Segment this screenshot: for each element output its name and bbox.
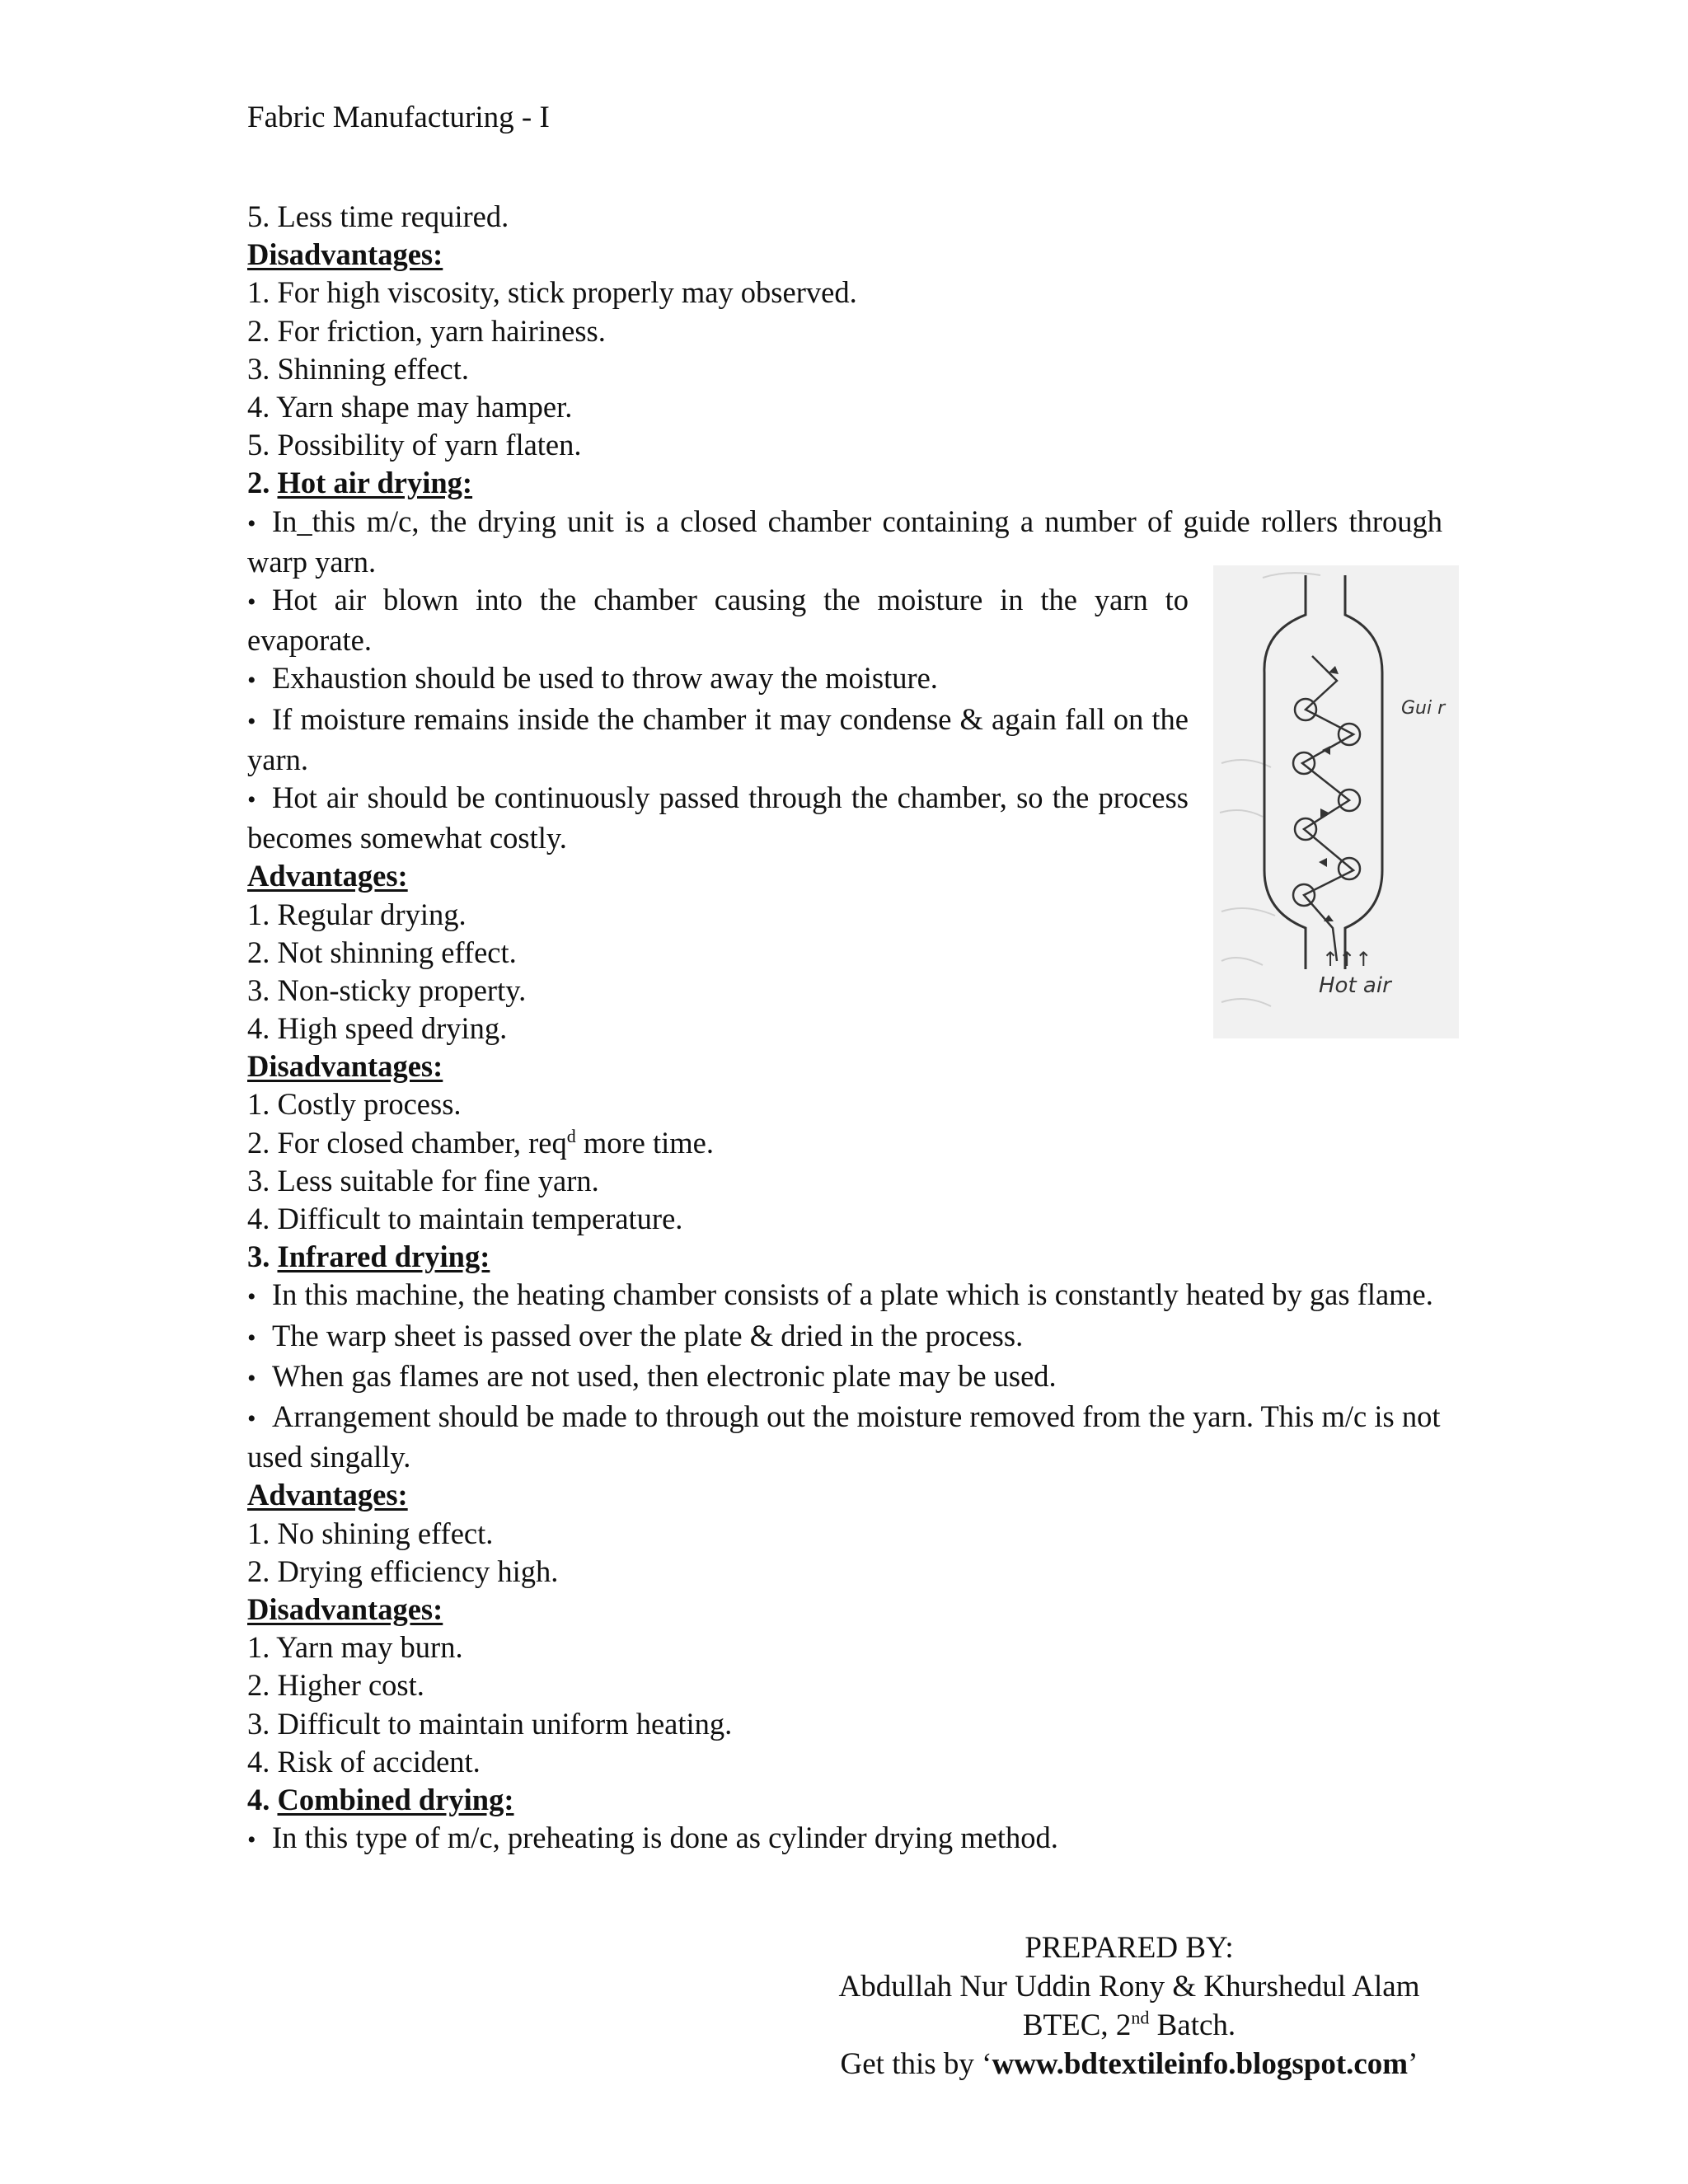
list-item: 4. Difficult to maintain temperature. (247, 1202, 683, 1236)
disadvantages-heading: Disadvantages: (247, 1591, 443, 1626)
list-item: 1. Costly process. (247, 1087, 462, 1122)
bullet-icon: • (247, 1283, 256, 1311)
list-item: 3. Difficult to maintain uniform heating. (247, 1706, 733, 1741)
bullet-item: • Hot air should be continuously passed through the chamber, so the process becomes somewhat costly. (247, 780, 1189, 855)
hot-air-chamber-diagram (1213, 565, 1459, 1038)
list-item: 5. Possibility of yarn flaten. (247, 428, 582, 462)
section-number: 4. (247, 1782, 270, 1816)
list-item: 2. Higher cost. (247, 1668, 424, 1703)
bullet-item: • Exhaustion should be used to throw away the moisture. (247, 659, 1189, 700)
bullet-icon: • (247, 588, 256, 616)
prepared-by-label: PREPARED BY: (1025, 1931, 1234, 1965)
bullet-icon: • (247, 707, 256, 735)
bullet-icon: • (247, 1324, 256, 1352)
chamber-sketch (1213, 565, 1459, 1038)
arrows-label: ↑↑↑ (1322, 948, 1372, 971)
section-heading: Combined drying: (277, 1782, 514, 1816)
list-item: 1. Regular drying. (247, 897, 467, 931)
guide-label: Gui r (1401, 698, 1446, 719)
list-item: 4. Yarn shape may hamper. (247, 389, 573, 424)
bullet-item: • Arrangement should be made to through out the moisture removed from the yarn. This m/c is not used singally. (247, 1399, 1441, 1474)
list-item: 5. Less time required. (247, 199, 509, 233)
section-title-infrared (247, 1238, 1442, 1276)
source-line: Get this by ‘www.bdtextileinfo.blogspot.com’ (840, 2047, 1418, 2081)
section-heading: Infrared drying: (277, 1240, 490, 1274)
bullet-icon: • (247, 1405, 256, 1432)
hot-air-label: Hot air (1319, 973, 1391, 998)
list-item: 3. Non-sticky property. (247, 972, 527, 1007)
section-number: 2. (247, 466, 270, 500)
list-item: 2. For friction, yarn hairiness. (247, 313, 606, 348)
bullet-icon: • (247, 1826, 256, 1854)
bullet-item: • When gas flames are not used, then electronic plate may be used. (247, 1357, 1442, 1398)
disadvantages-heading: Disadvantages: (247, 1049, 443, 1084)
bullet-item: • The warp sheet is passed over the plate & dried in the process. (247, 1317, 1442, 1357)
list-item: 1. For high viscosity, stick properly may observed. (247, 275, 857, 310)
list-item: 2. For closed chamber, req$^d$ more time. (247, 1125, 714, 1160)
section-title-hot-air (247, 464, 1442, 502)
section-number: 3. (247, 1240, 270, 1274)
list-item: 4. Risk of accident. (247, 1744, 481, 1779)
authors: Abdullah Nur Uddin Rony & Khurshedul Alam (838, 1970, 1420, 2004)
advantages-heading: Advantages: (247, 859, 408, 893)
bullet-icon: • (247, 509, 256, 537)
bullet-item: • In_this m/c, the drying unit is a closed chamber containing a number of guide rollers through warp yarn. (247, 504, 1442, 579)
bullet-item: • In this machine, the heating chamber consists of a plate which is constantly heated by gas flame. (247, 1276, 1442, 1316)
page-header: Fabric Manufacturing - I (247, 101, 550, 134)
prepared-by-footer (791, 1929, 1467, 2083)
bullet-item: • In this type of m/c, preheating is done as cylinder drying method. (247, 1819, 1442, 1859)
list-item: 3. Less suitable for fine yarn. (247, 1163, 599, 1197)
disadvantages-heading: Disadvantages: (247, 237, 443, 272)
bullet-icon: • (247, 667, 256, 695)
list-item: 1. Yarn may burn. (247, 1630, 463, 1665)
batch-line: BTEC, 2nd Batch. (1022, 2007, 1236, 2042)
list-item: 2. Not shinning effect. (247, 935, 517, 969)
section-title-combined (247, 1781, 1442, 1819)
advantages-heading: Advantages: (247, 1478, 408, 1512)
bullet-item: • Hot air blown into the chamber causing the moisture in the yarn to evaporate. (247, 582, 1189, 658)
section-heading: Hot air drying: (277, 466, 473, 500)
list-item: 4. High speed drying. (247, 1011, 508, 1046)
bullet-icon: • (247, 785, 256, 813)
source-link[interactable]: www.bdtextileinfo.blogspot.com (992, 2047, 1409, 2081)
list-item: 3. Shinning effect. (247, 351, 469, 386)
list-item: 2. Drying efficiency high. (247, 1554, 559, 1588)
bullet-icon: • (247, 1364, 256, 1392)
bullet-item: • If moisture remains inside the chamber it may condense & again fall on the yarn. (247, 701, 1189, 776)
list-item: 1. No shining effect. (247, 1516, 494, 1550)
